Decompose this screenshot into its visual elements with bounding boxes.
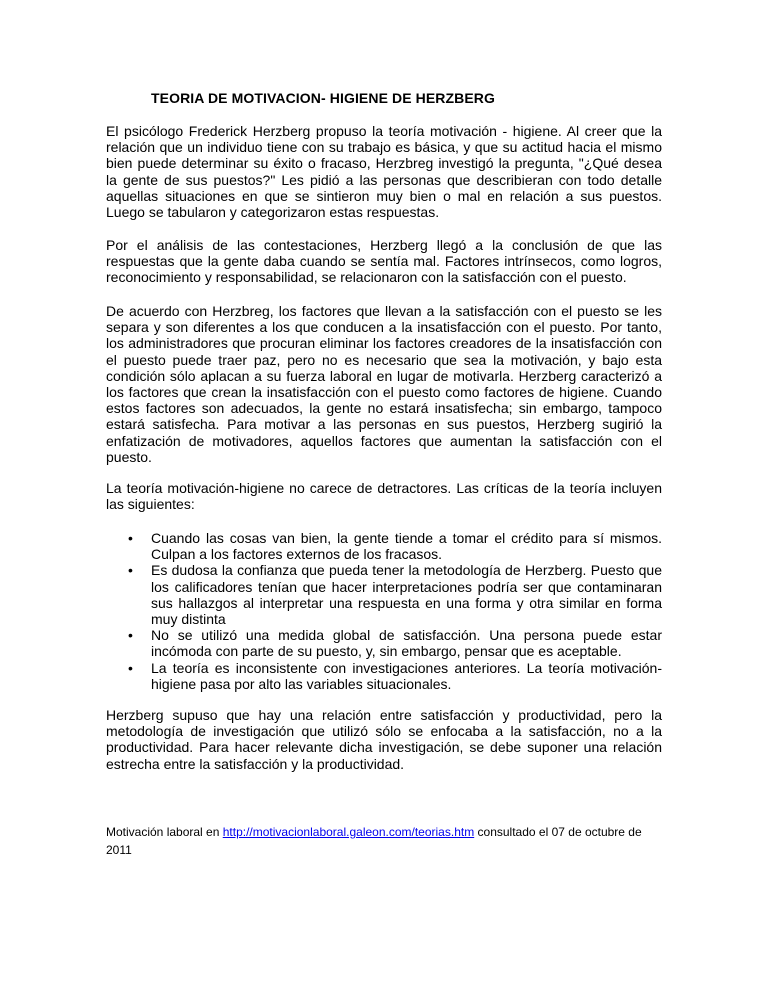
criticism-list: [106, 530, 662, 692]
paragraph-analysis: Por el análisis de las contestaciones, Herzberg llegó a la conclusión de que las respuestas que la gente daba cuando se sentía mal. Factores intrínsecos, como logros, reconocimiento y responsabilidad, se relacionaron con la satisfacción con el puesto.: [106, 237, 662, 286]
source-citation: [106, 823, 666, 859]
list-item-text: Es dudosa la confianza que pueda tener la metodología de Herzberg. Puesto que los calificadores tenían que hacer interpretaciones podría ser que contaminaran sus hallazgos al interpretar una respuesta en una forma y otra similar en forma muy distinta: [151, 562, 662, 628]
list-item-text: Cuando las cosas van bien, la gente tiende a tomar el crédito para sí mismos. Culpan a los factores externos de los fracasos.: [151, 530, 662, 563]
bullet-icon: •: [128, 530, 133, 546]
source-prefix: Motivación laboral en: [106, 825, 223, 839]
list-item: [106, 660, 662, 692]
paragraph-intro: El psicólogo Frederick Herzberg propuso la teoría motivación - higiene. Al creer que la relación que un individuo tiene con su trabajo es básica, y que su actitud hacia el mismo bien puede determinar su éxito o fracaso, Herzbreg investigó la pregunta, "¿Qué desea la gente de sus puestos?" Les pidió a las personas que describieran con todo detalle aquellas situaciones en que se sintieron muy bien o mal en relación a sus puestos. Luego se tabularon y categorizaron estas respuestas.: [106, 123, 662, 221]
list-item-text: La teoría es inconsistente con investigaciones anteriores. La teoría motivación-higiene pasa por alto las variables situacionales.: [151, 659, 662, 692]
source-link[interactable]: http://motivacionlaboral.galeon.com/teorias.htm: [222, 825, 475, 839]
bullet-icon: •: [128, 562, 133, 579]
list-item: [106, 530, 662, 562]
source-suffix: consultado el 07 de octubre de 2011: [106, 825, 642, 857]
list-item: [106, 627, 662, 659]
paragraph-criticism-intro: La teoría motivación-higiene no carece de detractores. Las críticas de la teoría incluyen las siguientes:: [106, 480, 662, 513]
paragraph-factors: De acuerdo con Herzbreg, los factores que llevan a la satisfacción con el puesto se les separa y son diferentes a los que conducen a la insatisfacción con el puesto. Por tanto, los administradores que procuran eliminar los factores creadores de la insatisfacción con el puesto puede traer paz, pero no es necesario que sea la motivación, y bajo esta condición sólo aplacan a su fuerza laboral en lugar de motivarla. Herzberg caracterizó a los factores que crean la insatisfacción con el puesto como factores de higiene. Cuando estos factores son adecuados, la gente no estará insatisfecha; sin embargo, tampoco estará satisfecha. Para motivar a las personas en sus puestos, Herzberg sugirió la enfatización de motivadores, aquellos factores que aumentan la satisfacción con el puesto.: [106, 303, 662, 465]
list-item: [106, 562, 662, 627]
bullet-icon: •: [128, 627, 133, 644]
document-title: TEORIA DE MOTIVACION- HIGIENE DE HERZBERG: [151, 90, 496, 106]
bullet-icon: •: [128, 659, 133, 676]
paragraph-conclusion: Herzberg supuso que hay una relación entre satisfacción y productividad, pero la metodología de investigación que utilizó sólo se enfocaba a la satisfacción, no a la productividad. Para hacer relevante dicha investigación, se debe suponer una relación estrecha entre la satisfacción y la productividad.: [106, 707, 662, 772]
list-item-text: No se utilizó una medida global de satisfacción. Una persona puede estar incómoda con parte de su puesto, y, sin embargo, pensar que es aceptable.: [151, 627, 662, 660]
